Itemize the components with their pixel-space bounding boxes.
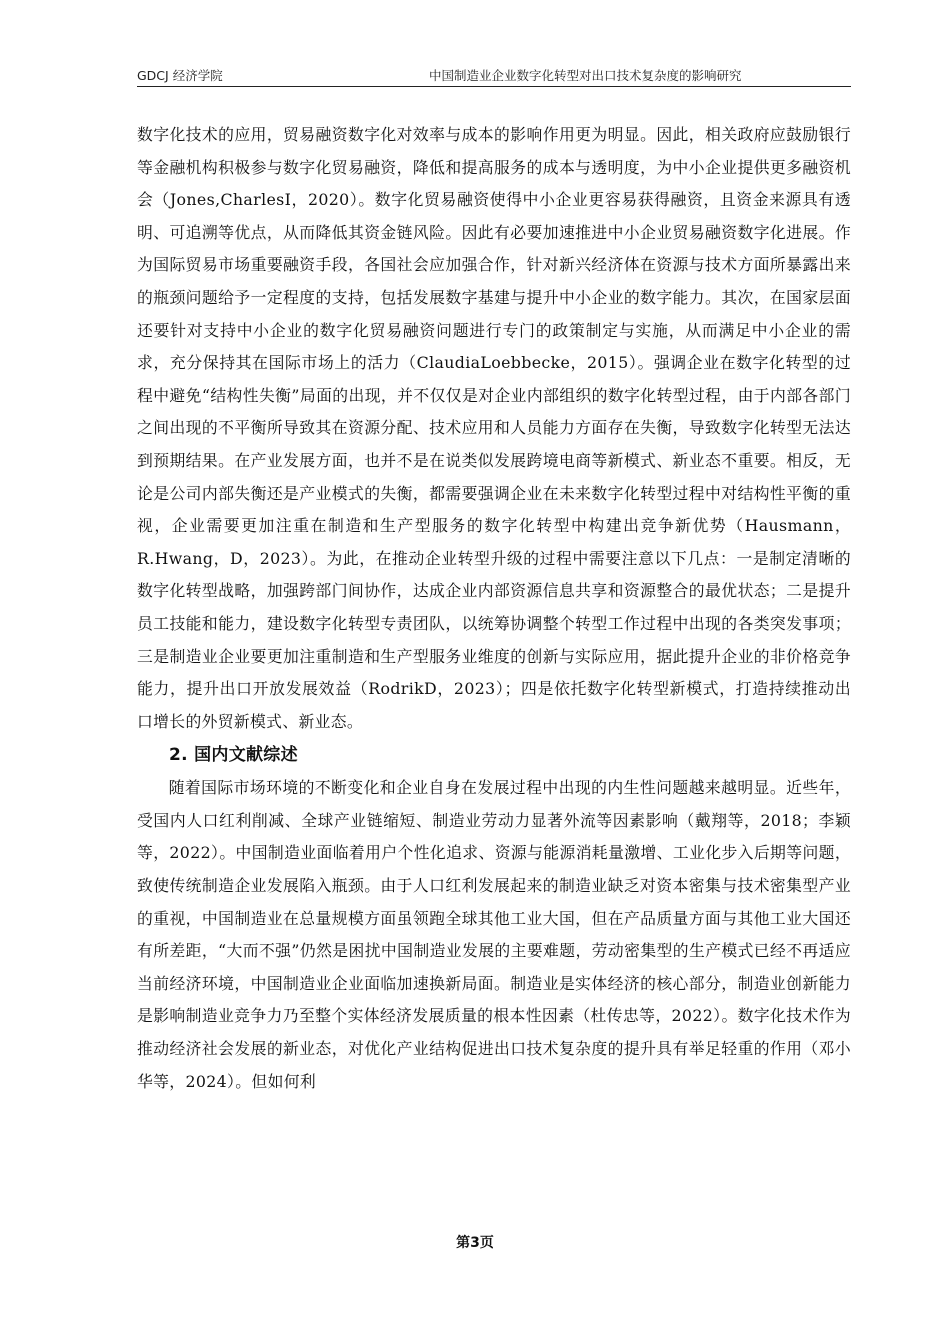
body-paragraph: 数字化技术的应用，贸易融资数字化对效率与成本的影响作用更为明显。因此，相关政府应鼓励银行等金融机构积极参与数字化贸易融资，降低和提高服务的成本与透明度，为中小企业提供更多融资机会（Jones,CharlesI，2020）。数字化贸易融资使得中小企业更容易获得融资，且资金来源具有透明、可追溯等优点，从而降低其资金链风险。因此有必要加速推进中小企业贸易融资数字化进展。作为国际贸易市场重要融资手段，各国社会应加强合作，针对新兴经济体在资源与技术方面所暴露出来的瓶颈问题给予一定程度的支持，包括发展数字基建与提升中小企业的数字能力。其次，在国家层面还要针对支持中小企业的数字化贸易融资问题进行专门的政策制定与实施，从而满足中小企业的需求，充分保持其在国际市场上的活力（ClaudiaLoebbecke，2015）。强调企业在数字化转型的过程中避免“结构性失衡”局面的出现，并不仅仅是对企业内部组织的数字化转型过程，由于内部各部门之间出现的不平衡所导致其在资源分配、技术应用和人员能力方面存在失衡，导致数字化转型无法达到预期结果。在产业发展方面，也并不是在说类似发展跨境电商等新模式、新业态不重要。相反，无论是公司内部失衡还是产业模式的失衡，都需要强调企业在未来数字化转型过程中对结构性平衡的重视，企业需要更加注重在制造和生产型服务的数字化转型中构建出竞争新优势（Hausmann，R.Hwang，D，2023）。为此，在推动企业转型升级的过程中需要注意以下几点：一是制定清晰的数字化转型战略，加强跨部门间协作，达成企业内部资源信息共享和资源整合的最优状态；二是提升员工技能和能力，建设数字化转型专责团队，以统筹协调整个转型工作过程中出现的各类突发事项；三是制造业企业要更加注重制造和生产型服务业维度的创新与实际应用，据此提升企业的非价格竞争能力，提升出口开放发展效益（RodrikD，2023）；四是依托数字化转型新模式，打造持续推动出口增长的外贸新模式、新业态。 bbox=[137, 125, 851, 731]
page-number: 第3页 bbox=[456, 1235, 494, 1251]
document-body bbox=[137, 119, 851, 1098]
page-header bbox=[137, 66, 851, 87]
section-heading: 2. 国内文献综述 bbox=[169, 745, 298, 766]
body-paragraph: 随着国际市场环境的不断变化和企业自身在发展过程中出现的内生性问题越来越明显。近些年，受国内人口红利削减、全球产业链缩短、制造业劳动力显著外流等因素影响（戴翔等，2018；李颖等，2022）。中国制造业面临着用户个性化追求、资源与能源消耗量激增、工业化步入后期等问题，致使传统制造企业发展陷入瓶颈。由于人口红利发展起来的制造业缺乏对资本密集与技术密集型产业的重视，中国制造业在总量规模方面虽领跑全球其他工业大国，但在产品质量方面与其他工业大国还有所差距，“大而不强”仍然是困扰中国制造业发展的主要难题，劳动密集型的生产模式已经不再适应当前经济环境，中国制造业企业面临加速换新局面。制造业是实体经济的核心部分，制造业创新能力是影响制造业竞争力乃至整个实体经济发展质量的根本性因素（杜传忠等，2022）。数字化技术作为推动经济社会发展的新业态，对优化产业结构促进出口技术复杂度的提升具有举足轻重的作用（邓小华等，2024）。但如何利 bbox=[137, 778, 851, 1091]
header-paper-title: 中国制造业企业数字化转型对出口技术复杂度的影响研究 bbox=[429, 68, 742, 83]
header-school-name: GDCJ 经济学院 bbox=[137, 68, 223, 83]
